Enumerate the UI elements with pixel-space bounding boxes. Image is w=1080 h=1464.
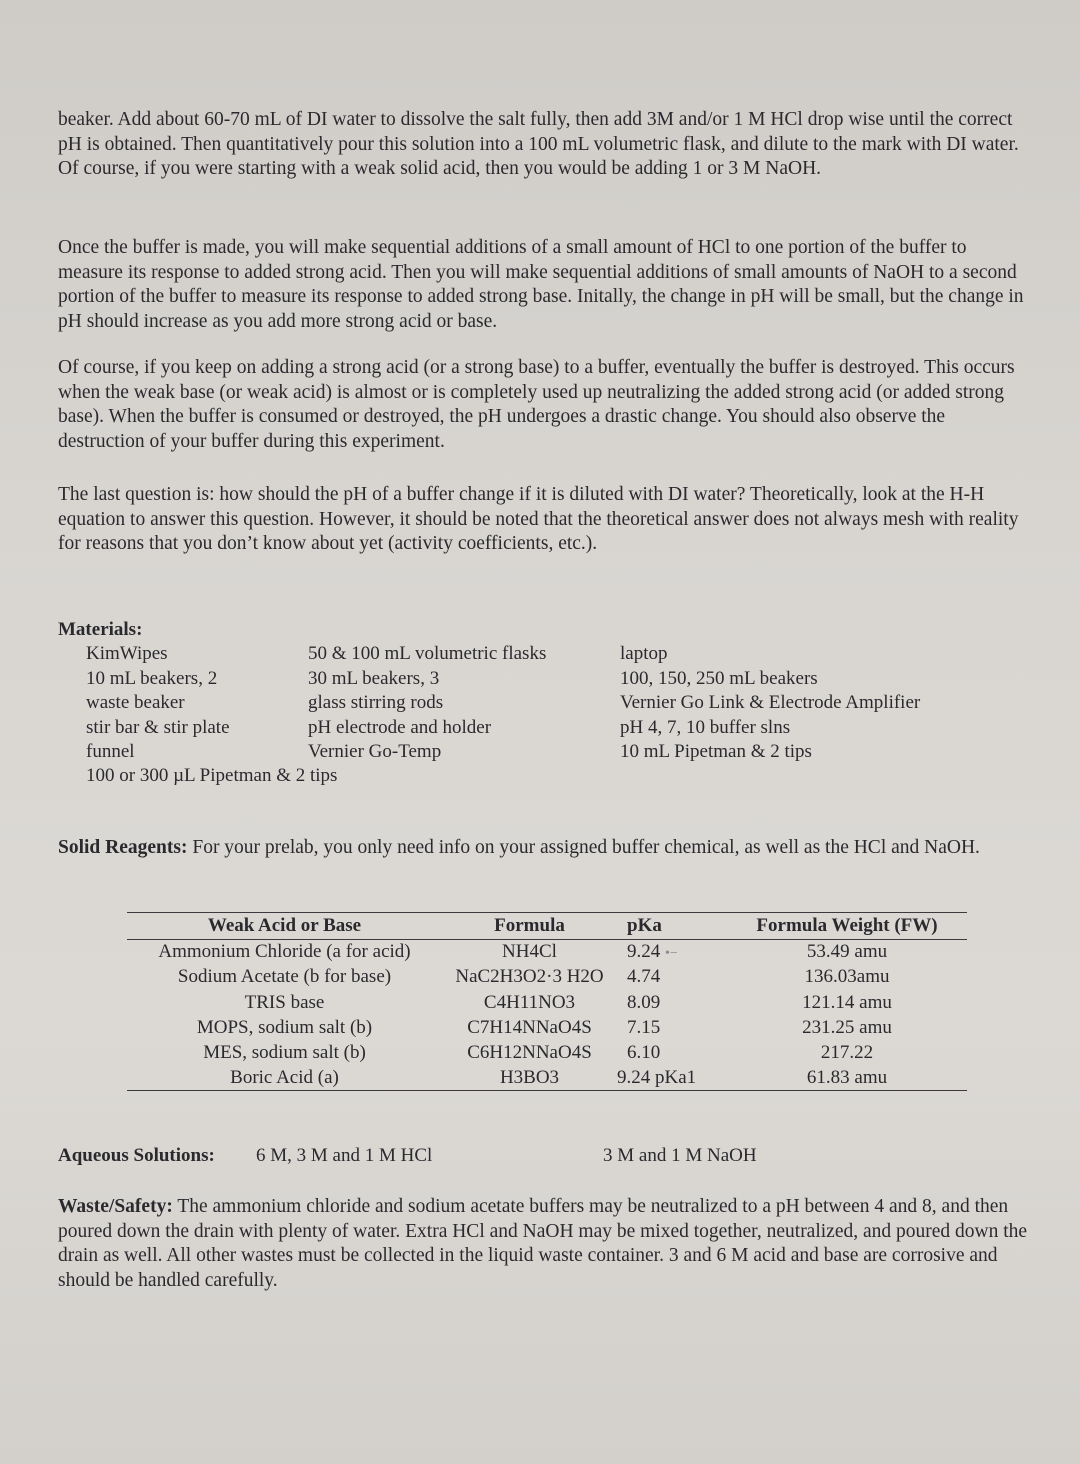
cell-formula: C6H12NNaO4S [467,1042,592,1063]
pencil-mark-icon: •− [665,946,678,961]
header-pka: pKa [627,915,662,936]
aqueous-hcl: 6 M, 3 M and 1 M HCl [256,1145,433,1166]
cell-fw: 217.22 [820,1042,874,1063]
cell-pka: 7.15 [627,1017,661,1038]
material-item: funnel [86,741,135,762]
table-row [127,1067,967,1092]
material-item-pipetman: 100 or 300 µL Pipetman & 2 tips [86,765,338,786]
cell-fw: 231.25 amu [802,1017,892,1038]
table-header-row [127,915,967,940]
waste-safety-text: The ammonium chloride and sodium acetate buffers may be neutralized to a pH between 4 and 8, and then poured down the drain with plenty of water. Extra HCl and NaOH may be mixed together, neutralized, and poured down the drain as well. All other wastes must be collected in the liquid waste container. 3 and 6 M acid and base are corrosive and should be handled carefully. [58,1196,1028,1291]
solid-reagents-paragraph [58,836,1033,861]
cell-name: Sodium Acetate (b for base) [177,966,392,987]
material-item: pH 4, 7, 10 buffer slns [620,716,791,738]
header-formula-weight: Formula Weight (FW) [756,915,938,936]
material-item: 10 mL beakers, 2 [86,667,218,689]
cell-name: MOPS, sodium salt (b) [196,1017,373,1038]
aqueous-naoh: 3 M and 1 M NaOH [603,1145,757,1166]
material-item: laptop [620,643,668,664]
materials-column-1 [86,642,230,765]
waste-safety-label: Waste/Safety: [58,1196,173,1217]
waste-safety-paragraph [58,1195,1033,1293]
table-row [127,941,967,966]
paragraph-dilution-question: The last question is: how should the pH of a buffer change if it is diluted with DI water? Theoretically, look at the H-H equation to answer this question. However, it should be noted that the theoretical answer does not always mesh with reality for reasons that you don’t know about yet (activity coefficients, etc.). [58,484,1019,554]
material-item: pH electrode and holder [308,716,492,738]
cell-name: Boric Acid (a) [230,1067,339,1088]
cell-formula: NaC2H3O2·3 H2O [455,966,604,987]
table-top-rule [127,912,967,913]
material-item: 50 & 100 mL volumetric flasks [308,643,547,664]
table-row [127,1042,967,1067]
material-item: stir bar & stir plate [86,716,230,738]
materials-column-3 [620,642,920,765]
paragraph-buffer-destruction: Of course, if you keep on adding a strong acid (or a strong base) to a buffer, eventually the buffer is destroyed. This occurs when the weak base (or weak acid) is almost or is completely used up neutralizing the added strong acid (or added strong base). When the buffer is consumed or destroyed, the pH undergoes a drastic change. You should also observe the destruction of your buffer during this experiment. [58,357,1015,452]
cell-name: Ammonium Chloride (a for acid) [158,941,411,962]
cell-pka: 9.24 pKa1 [617,1067,697,1088]
cell-fw: 53.49 amu [806,941,888,962]
cell-fw: 136.03amu [804,966,890,987]
materials-heading: Materials: [58,619,143,640]
cell-formula: H3BO3 [499,1067,560,1088]
materials-column-2 [308,642,546,765]
material-item: Vernier Go Link & Electrode Amplifier [620,692,921,713]
cell-formula: C7H14NNaO4S [467,1017,592,1038]
aqueous-solutions-label: Aqueous Solutions: [58,1145,215,1166]
table-header-rule [127,939,967,940]
cell-fw: 61.83 amu [806,1067,888,1088]
cell-formula: NH4Cl [502,941,557,962]
material-item: 100, 150, 250 mL beakers [620,667,818,689]
solid-reagents-text: For your prelab, you only need info on your assigned buffer chemical, as well as the HCl and NaOH. [187,837,980,858]
cell-fw: 121.14 amu [802,992,892,1013]
cell-name: MES, sodium salt (b) [203,1042,366,1063]
paragraph-buffer-prep: beaker. Add about 60-70 mL of DI water to dissolve the salt fully, then add 3M and/or 1 M HCl drop wise until the correct pH is obtained. Then quantitatively pour this solution into a 100 mL volumetric flask, and dilute to the mark with DI water. Of course, if you were starting with a weak solid acid, then you would be adding 1 or 3 M NaOH. [58,109,1019,179]
solid-reagents-label: Solid Reagents: [58,837,188,858]
material-item: 10 mL Pipetman & 2 tips [620,741,812,762]
cell-name: TRIS base [244,992,325,1013]
paragraph-sequential-additions: Once the buffer is made, you will make sequential additions of a small amount of HCl to one portion of the buffer to measure its response to added strong acid. Then you will make sequential additions of small amounts of NaOH to a second portion of the buffer to measure its response to added strong base. Initally, the change in pH will be small, but the change in pH should increase as you add more strong acid or base. [58,237,1024,332]
table-row [127,992,967,1017]
header-weak-acid-or-base: Weak Acid or Base [207,915,362,936]
table-row [127,1017,967,1042]
header-formula: Formula [494,915,565,936]
cell-pka: 8.09 [627,992,661,1013]
material-item: 30 mL beakers, 3 [308,667,440,689]
material-item: waste beaker [86,692,185,713]
table-row [127,966,967,991]
cell-pka: 4.74 [627,966,661,987]
cell-formula: C4H11NO3 [483,992,576,1013]
cell-pka: 9.24 •− [627,941,678,962]
material-item: KimWipes [86,643,168,664]
material-item: Vernier Go-Temp [308,741,442,762]
material-item: glass stirring rods [308,692,444,713]
cell-pka: 6.10 [627,1042,661,1063]
table-bottom-rule [127,1090,967,1091]
